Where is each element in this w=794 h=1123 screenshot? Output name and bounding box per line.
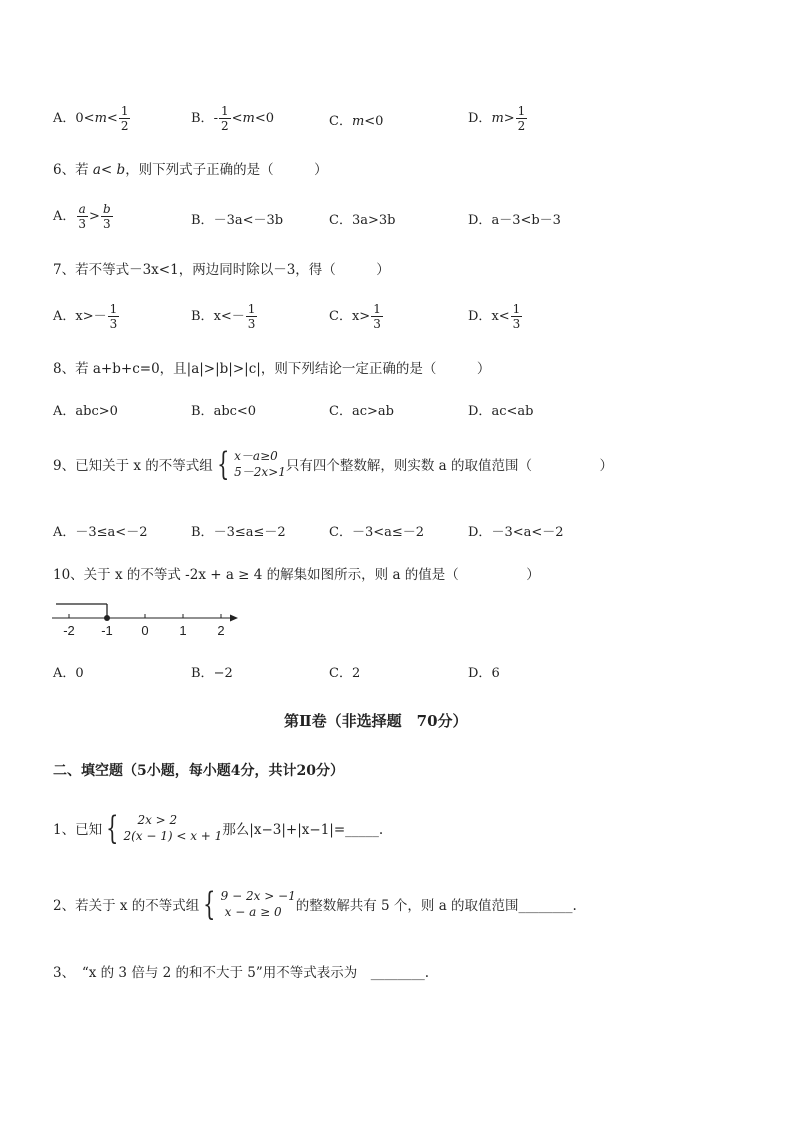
q9-option-c[interactable]: C．－3<a≤－2	[329, 525, 425, 540]
q8-option-d[interactable]: D．ac<ab	[468, 404, 534, 419]
q7-option-b[interactable]: B．x<－ $\frac{1}{3}$	[191, 302, 256, 331]
fraction: $\frac{1}{3}$	[247, 302, 256, 331]
q7-option-a[interactable]: A．x>－ $\frac{1}{3}$	[53, 302, 118, 331]
fraction: $\frac{a}{3}$	[78, 202, 87, 231]
section-title: 第Ⅱ卷（非选择题 70分）	[284, 712, 468, 730]
q10-options	[53, 662, 753, 694]
fill2-question: 2、若关于 x 的不等式组 { 9 − 2x > −1 x − a ≥ 0 的整数解共有 5 个，则 a 的取值范围________.	[53, 885, 577, 923]
axis-label: 2	[217, 623, 225, 638]
q8-stem: 8、若 a+b+c=0，且|a|>|b|>|c|，则下列结论一定正确的是（ ）	[53, 361, 491, 377]
fill3-question: 3、 “x 的 3 倍与 2 的和不大于 5”用不等式表示为 ________.	[53, 965, 430, 981]
q5-option-c[interactable]: C．m<0	[329, 114, 384, 129]
q6-option-c[interactable]: C．3a>3b	[329, 213, 396, 228]
q6-option-d[interactable]: D．a－3<b－3	[468, 213, 561, 228]
q8-options	[53, 400, 753, 432]
inequality-system: { 9 − 2x > −1 x − a ≥ 0	[203, 885, 296, 923]
q10-option-d[interactable]: D．6	[468, 666, 500, 681]
fraction: $\frac{1}{3}$	[109, 302, 118, 331]
q10-option-c[interactable]: C．2	[329, 666, 361, 681]
q9-option-b[interactable]: B．－3≤a≤－2	[191, 525, 286, 540]
solid-point	[104, 615, 110, 621]
q8-option-a[interactable]: A．abc>0	[53, 404, 118, 419]
q9-options	[53, 521, 753, 553]
q9-option-a[interactable]: A．－3≤a<－2	[53, 525, 148, 540]
q6-stem: 6、若 a< b，则下列式子正确的是（ ）	[53, 162, 328, 178]
axis-arrow-icon	[230, 615, 238, 622]
q8-option-c[interactable]: C．ac>ab	[329, 404, 394, 419]
inequality-system: { 2x > 2 2(x − 1) < x + 1	[106, 809, 223, 847]
q5-option-b[interactable]: B．- $\frac{1}{2}$ <m<0	[191, 104, 275, 133]
q6-option-b[interactable]: B．－3a<－3b	[191, 213, 284, 228]
q8-option-b[interactable]: B．abc<0	[191, 404, 257, 419]
inequality-system: { x－a≥0 5－2x>1	[216, 445, 286, 483]
axis-label: 0	[141, 623, 149, 638]
q7-options	[53, 302, 753, 334]
fraction: $\frac{b}{3}$	[102, 202, 111, 231]
q5-option-d[interactable]: D．m> $\frac{1}{2}$	[468, 104, 526, 133]
q7-option-d[interactable]: D．x< $\frac{1}{3}$	[468, 302, 521, 331]
fraction: $\frac{1}{2}$	[517, 104, 526, 133]
q10-option-b[interactable]: B．−2	[191, 666, 233, 681]
q9-option-d[interactable]: D．－3<a<－2	[468, 525, 564, 540]
q10-option-a[interactable]: A．0	[53, 666, 84, 681]
q7-stem: 7、若不等式－3x<1，两边同时除以－3，得（ ）	[53, 262, 390, 278]
fraction: $\frac{1}{2}$	[120, 104, 129, 133]
q7-option-c[interactable]: C．x> $\frac{1}{3}$	[329, 302, 381, 331]
q5-options	[53, 104, 753, 136]
axis-label: -1	[101, 623, 113, 638]
fraction: $\frac{1}{3}$	[373, 302, 381, 331]
q6-options	[53, 202, 753, 234]
axis-label: -2	[63, 623, 75, 638]
q9-stem: 9、已知关于 x 的不等式组 { x－a≥0 5－2x>1 只有四个整数解，则实数 a 的取值范围（ ）	[53, 445, 614, 483]
q5-option-a[interactable]: A．0<m< $\frac{1}{2}$	[53, 104, 129, 133]
q6-option-a[interactable]: A． $\frac{a}{3}$ > $\frac{b}{3}$	[53, 202, 111, 231]
section-subtitle: 二、填空题（5小题，每小题4分，共计20分）	[53, 763, 344, 779]
number-line-figure	[50, 598, 246, 642]
fill1-question: 1、已知 { 2x > 2 2(x − 1) < x + 1 那么|x−3|+|x−1|=_____.	[53, 809, 384, 847]
fraction: $\frac{1}{3}$	[512, 302, 521, 331]
fraction: $\frac{1}{2}$	[220, 104, 229, 133]
q10-stem: 10、关于 x 的不等式 -2x + a ≥ 4 的解集如图所示，则 a 的值是（ ）	[53, 567, 540, 583]
axis-label: 1	[179, 623, 187, 638]
